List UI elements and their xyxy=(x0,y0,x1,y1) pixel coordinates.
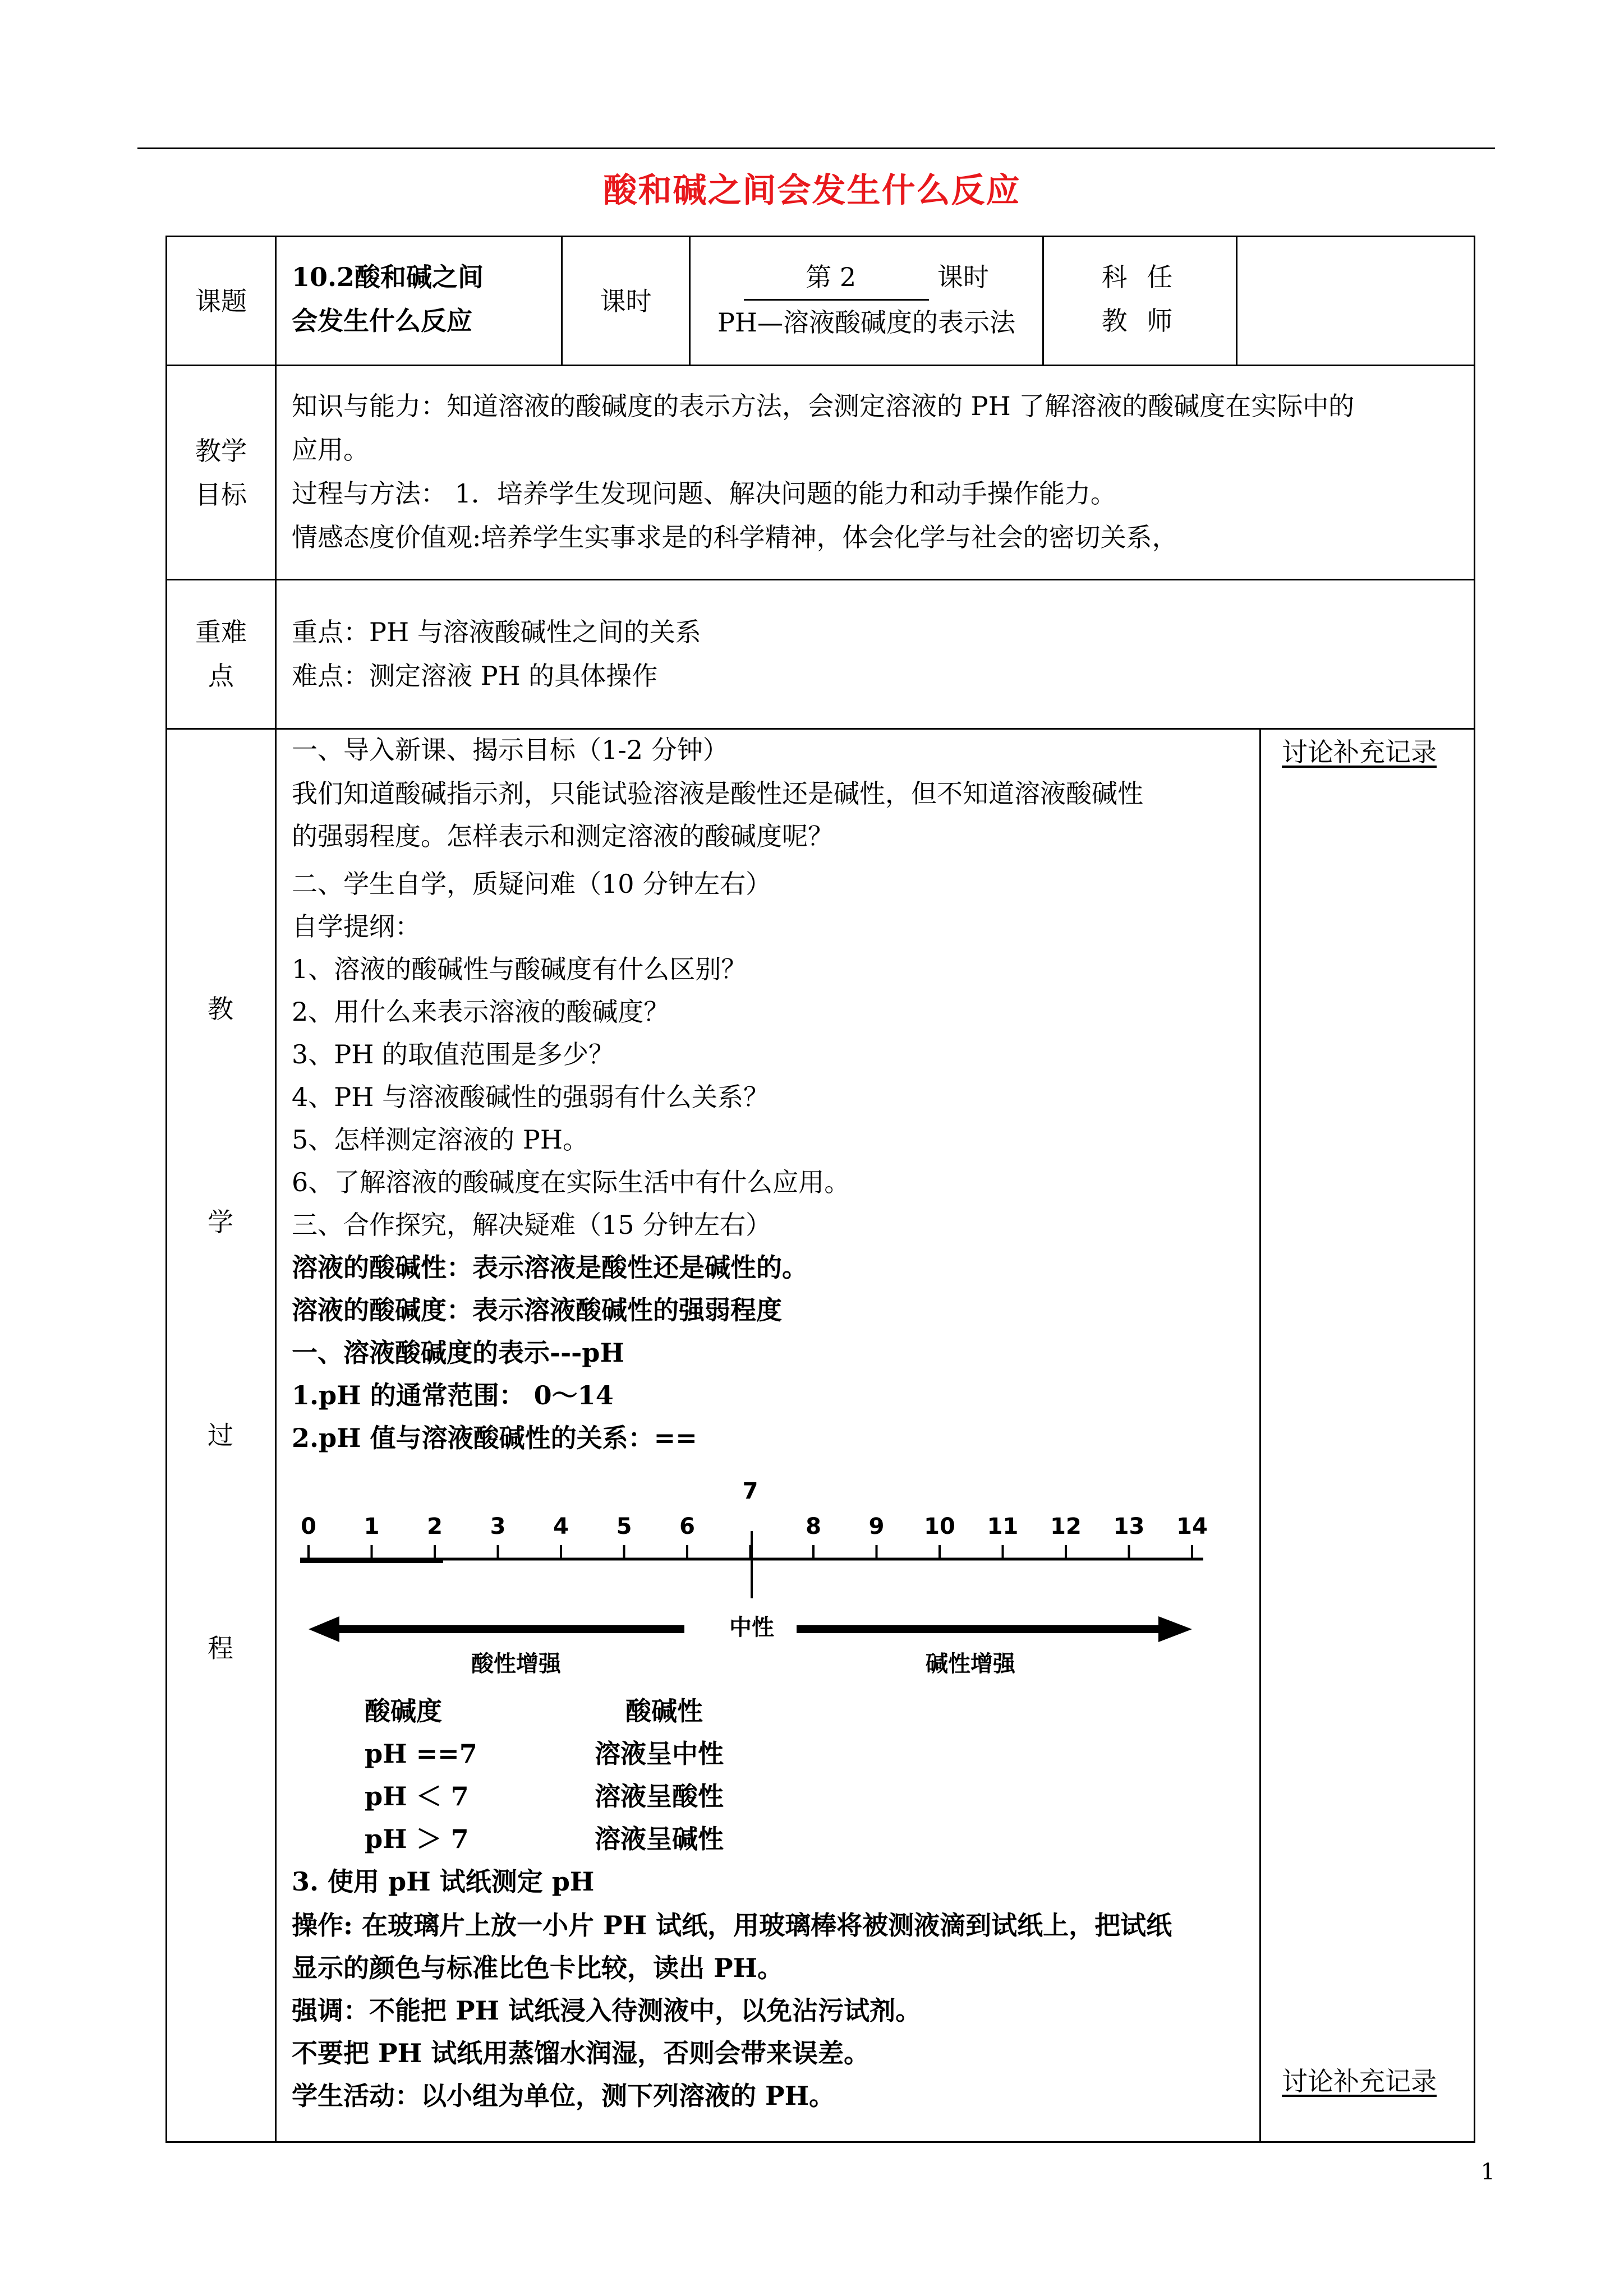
ph-tick-label: 14 xyxy=(1176,1514,1208,1539)
table-border-top xyxy=(165,236,1475,237)
keypoints-label-2: 点 xyxy=(208,661,234,691)
process-line-2: 我们知道酸碱指示剂，只能试验溶液是酸性还是碱性，但不知道溶液酸碱性 xyxy=(292,778,1143,809)
topic-line-2: 会发生什么反应 xyxy=(292,306,472,336)
acid-label: 酸性增强 xyxy=(471,1651,561,1677)
objectives-label xyxy=(167,429,275,517)
process-label-char-1: 教 xyxy=(208,994,233,1024)
topic-value xyxy=(292,255,555,343)
period-blank xyxy=(856,255,929,301)
ph-tick-label: 11 xyxy=(987,1514,1019,1539)
ph-tick-label: 5 xyxy=(616,1514,632,1539)
ph-tick-label: 4 xyxy=(553,1514,569,1539)
bold-line-3: 一、溶液酸碱度的表示---pH xyxy=(292,1338,624,1368)
page-number: 1 xyxy=(1480,2159,1495,2185)
process-line-3: 的强弱程度。怎样表示和测定溶液的酸碱度呢？ xyxy=(292,821,834,851)
bold2-line-4: 强调：不能把 PH 试纸浸入待测液中，以免沾污试剂。 xyxy=(292,1995,922,2026)
period-value xyxy=(691,255,1042,344)
process-line-12: 三、合作探究，解决疑难（15 分钟左右） xyxy=(292,1210,772,1240)
bold-line-4: 1.pH 的通常范围： 0～14 xyxy=(292,1380,614,1410)
ph-tick-label: 10 xyxy=(924,1514,955,1539)
teacher-label-line-2: 教 师 xyxy=(1101,306,1179,336)
table-col-divider xyxy=(275,236,277,2143)
process-line-11: 6、了解溶液的酸碱度在实际生活中有什么应用。 xyxy=(292,1167,850,1197)
header-rule xyxy=(137,147,1495,149)
process-line-10: 5、怎样测定溶液的 PH。 xyxy=(292,1124,588,1155)
relation-row-1-nature: 溶液呈中性 xyxy=(595,1739,724,1769)
bold-line-1: 溶液的酸碱性：表示溶液是酸性还是碱性的。 xyxy=(292,1252,808,1283)
bold2-line-2: 操作: 在玻璃片上放一小片 PH 试纸，用玻璃棒将被测液滴到试纸上，把试纸 xyxy=(292,1910,1172,1940)
base-arrow-shaft xyxy=(797,1625,1161,1633)
base-arrow-head xyxy=(1158,1616,1192,1642)
objectives-line-3: 过程与方法： 1．培养学生发现问题、解决问题的能力和动手操作能力。 xyxy=(292,478,1116,509)
ph-tick-label: 12 xyxy=(1050,1514,1082,1539)
side-note-top: 讨论补充记录 xyxy=(1282,737,1437,767)
teacher-label xyxy=(1044,255,1236,343)
topic-line-1: 10.2酸和碱之间 xyxy=(292,262,484,292)
relation-row-3-ph: pH ＞ 7 xyxy=(365,1824,469,1854)
keypoints-label-1: 重难 xyxy=(195,617,247,647)
bold2-line-3: 显示的颜色与标准比色卡比较，读出 PH。 xyxy=(292,1953,784,1983)
side-note-bottom: 讨论补充记录 xyxy=(1282,2066,1437,2096)
ph-scale-diagram xyxy=(292,1475,1212,1694)
ph-tick-label: 3 xyxy=(490,1514,506,1539)
table-border-right xyxy=(1474,236,1475,2143)
acid-arrow-shaft xyxy=(337,1625,684,1633)
objectives-label-1: 教学 xyxy=(195,436,247,466)
relation-row-3-nature: 溶液呈碱性 xyxy=(595,1824,724,1854)
process-line-4: 二、学生自学，质疑问难（10 分钟左右） xyxy=(292,869,772,899)
document-title: 酸和碱之间会发生什么反应 xyxy=(603,171,1021,210)
process-label-char-3: 过 xyxy=(208,1420,233,1450)
ph-tick-label: 0 xyxy=(301,1514,316,1539)
process-line-6: 1、溶液的酸碱性与酸碱度有什么区别？ xyxy=(292,954,747,984)
acid-arrow-head xyxy=(309,1616,339,1642)
objectives-content xyxy=(292,384,1470,559)
table-border-bottom xyxy=(165,2141,1475,2143)
period-label: 课时 xyxy=(600,286,652,316)
ph-tick-label: 9 xyxy=(868,1514,885,1539)
process-line-9: 4、PH 与溶液酸碱性的强弱有什么关系？ xyxy=(292,1082,769,1112)
ph-tick-label: 8 xyxy=(806,1514,821,1539)
table-divider-row2 xyxy=(165,579,1475,580)
ph-tick-label: 7 xyxy=(742,1478,758,1504)
header-divider-4 xyxy=(1236,236,1237,366)
table-border-left xyxy=(165,236,167,2143)
bold2-line-5: 不要把 PH 试纸用蒸馏水润湿，否则会带来误差。 xyxy=(292,2038,870,2068)
process-line-8: 3、PH 的取值范围是多少？ xyxy=(292,1039,614,1069)
neutral-label: 中性 xyxy=(729,1615,774,1640)
ph-tick-label: 6 xyxy=(679,1514,695,1539)
objectives-line-4: 情感态度价值观:培养学生实事求是的科学精神，体会化学与社会的密切关系， xyxy=(292,522,1178,552)
teacher-label-line-1: 科 任 xyxy=(1101,262,1179,292)
ph-tick-group xyxy=(301,1478,1208,1559)
process-label-char-4: 程 xyxy=(208,1633,233,1663)
relation-row-1-ph: pH ==7 xyxy=(365,1739,477,1769)
bold2-line-1: 3. 使用 pH 试纸测定 pH xyxy=(292,1866,595,1897)
period-number: 第 2 xyxy=(744,255,856,301)
keypoints-label xyxy=(167,610,275,698)
relation-header-ph: 酸碱度 xyxy=(365,1696,442,1726)
relation-row-2-ph: pH ＜ 7 xyxy=(365,1781,469,1811)
keypoint-line-2: 难点：测定溶液 PH 的具体操作 xyxy=(292,661,658,691)
bold-line-5: 2.pH 值与溶液酸碱性的关系：== xyxy=(292,1423,697,1453)
bold-line-2: 溶液的酸碱度：表示溶液酸碱性的强弱程度 xyxy=(292,1295,782,1325)
objectives-label-2: 目标 xyxy=(195,480,247,510)
keypoint-line-1: 重点：PH 与溶液酸碱性之间的关系 xyxy=(292,617,701,647)
table-divider-row1 xyxy=(165,365,1475,366)
topic-label: 课题 xyxy=(195,286,247,316)
ph-tick-label: 1 xyxy=(364,1514,380,1539)
objectives-line-1: 知识与能力：知道溶液的酸碱度的表示方法，会测定溶液的 PH 了解溶液的酸碱度在实际中的 xyxy=(292,391,1355,421)
period-subtitle: PH—溶液酸碱度的表示法 xyxy=(717,307,1016,338)
objectives-line-2: 应用。 xyxy=(292,435,369,465)
notes-column-divider xyxy=(1259,728,1261,2143)
ph-tick-label: 2 xyxy=(427,1514,443,1539)
relation-row-2-nature: 溶液呈酸性 xyxy=(595,1781,724,1811)
process-line-1: 一、导入新课、揭示目标（1-2 分钟） xyxy=(292,735,729,765)
base-label: 碱性增强 xyxy=(926,1651,1015,1677)
process-line-7: 2、用什么来表示溶液的酸碱度？ xyxy=(292,997,670,1027)
bold2-line-6: 学生活动：以小组为单位，测下列溶液的 PH。 xyxy=(292,2081,835,2111)
process-label-char-2: 学 xyxy=(208,1207,233,1237)
period-line xyxy=(691,255,1042,301)
relation-header-nature: 酸碱性 xyxy=(625,1696,703,1726)
ph-tick-label: 13 xyxy=(1113,1514,1145,1539)
process-line-5: 自学提纲： xyxy=(292,911,421,942)
keypoints-content xyxy=(292,610,1470,698)
period-suffix: 课时 xyxy=(937,262,989,292)
